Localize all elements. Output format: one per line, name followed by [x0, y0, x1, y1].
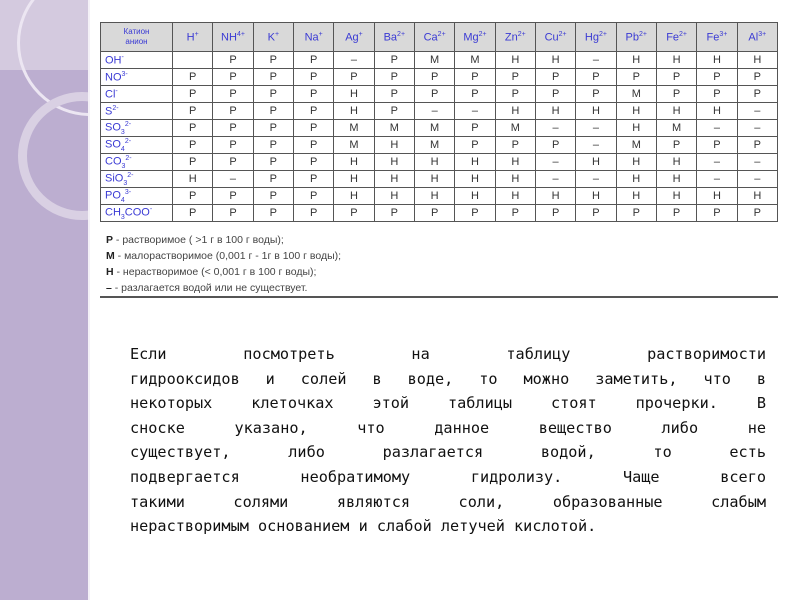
paragraph-line: сноске указано, что данное вещество либо не: [130, 418, 766, 437]
cation-symbol: Na: [304, 31, 319, 44]
cation-header: [455, 23, 495, 52]
solubility-cell: Р: [737, 205, 777, 222]
solubility-cell: Н: [616, 52, 656, 69]
paragraph-line: подвергается необратимому гидролизу. Чаще всего: [130, 467, 766, 486]
cation-symbol: Ag: [345, 31, 359, 44]
cation-header: [334, 23, 374, 52]
solubility-cell: Р: [213, 86, 253, 103]
anion-cell: [101, 120, 173, 137]
solubility-cell: Н: [334, 86, 374, 103]
table-row: [101, 86, 778, 103]
solubility-cell: –: [576, 52, 616, 69]
legend-item: [106, 264, 778, 280]
solubility-cell: М: [455, 52, 495, 69]
solubility-cell: Н: [334, 188, 374, 205]
solubility-cell: Н: [737, 52, 777, 69]
legend-item: [106, 280, 778, 296]
solubility-cell: Н: [334, 171, 374, 188]
solubility-cell: Р: [576, 69, 616, 86]
cation-charge: 2+: [437, 30, 446, 38]
solubility-cell: Р: [173, 69, 213, 86]
solubility-cell: Р: [656, 86, 696, 103]
solubility-cell: Р: [213, 52, 253, 69]
solubility-cell: –: [535, 171, 575, 188]
solubility-cell: Р: [253, 137, 293, 154]
anion-symbol: SO: [105, 121, 121, 134]
solubility-cell: Н: [576, 103, 616, 120]
cation-charge: 2+: [478, 30, 487, 38]
decorative-ring: [18, 92, 90, 220]
solubility-cell: Н: [374, 188, 414, 205]
solubility-cell: Р: [616, 205, 656, 222]
solubility-cell: Н: [455, 171, 495, 188]
solubility-cell: М: [616, 137, 656, 154]
solubility-cell: Р: [495, 205, 535, 222]
solubility-cell: М: [374, 120, 414, 137]
cation-charge: 3+: [758, 30, 767, 38]
solubility-cell: –: [737, 171, 777, 188]
cation-symbol: Zn: [504, 31, 518, 44]
anion-symbol: CH: [105, 206, 121, 219]
anion-charge: 2-: [124, 120, 132, 128]
anion-charge: 3-: [124, 188, 132, 196]
cation-symbol: Fe: [706, 31, 720, 44]
solubility-cell: Р: [173, 120, 213, 137]
paragraph-line: некоторых клеточках этой таблицы стоят прочерки. В: [130, 394, 766, 413]
table-row: [101, 69, 778, 86]
solubility-cell: –: [576, 171, 616, 188]
solubility-cell: Р: [293, 69, 333, 86]
solubility-cell: М: [495, 120, 535, 137]
solubility-cell: Р: [374, 52, 414, 69]
solubility-cell: Н: [656, 171, 696, 188]
legend-key: Н: [106, 266, 114, 278]
solubility-cell: Р: [656, 69, 696, 86]
solubility-cell: –: [737, 103, 777, 120]
solubility-cell: Н: [616, 120, 656, 137]
solubility-cell: Р: [495, 86, 535, 103]
anion-cell: [101, 86, 173, 103]
anion-charge: 2-: [124, 137, 132, 145]
anion-cell: [101, 69, 173, 86]
solubility-cell: Р: [414, 205, 454, 222]
solubility-cell: Р: [293, 103, 333, 120]
cation-symbol: Ba: [383, 31, 398, 44]
solubility-cell: Р: [253, 171, 293, 188]
solubility-cell: Н: [576, 154, 616, 171]
solubility-cell: Р: [293, 52, 333, 69]
solubility-cell: Р: [293, 188, 333, 205]
solubility-cell: Р: [374, 103, 414, 120]
solubility-cell: Р: [616, 69, 656, 86]
solubility-cell: Н: [535, 188, 575, 205]
solubility-cell: Р: [374, 205, 414, 222]
solubility-cell: Н: [616, 188, 656, 205]
solubility-cell: Р: [253, 86, 293, 103]
solubility-cell: Р: [253, 52, 293, 69]
solubility-cell: Р: [293, 86, 333, 103]
solubility-cell: М: [616, 86, 656, 103]
solubility-cell: Р: [173, 188, 213, 205]
solubility-cell: Р: [374, 86, 414, 103]
solubility-cell: Р: [697, 69, 737, 86]
cation-header: [414, 23, 454, 52]
cation-charge: 2+: [558, 30, 567, 38]
cation-header: [213, 23, 253, 52]
solubility-cell: Р: [535, 69, 575, 86]
solubility-cell: Н: [495, 103, 535, 120]
anion-cell: [101, 154, 173, 171]
table-row: [101, 188, 778, 205]
anion-subscript: 3: [123, 179, 128, 187]
cation-symbol: K: [267, 31, 275, 44]
cation-header: [616, 23, 656, 52]
cation-symbol: Fe: [666, 31, 680, 44]
solubility-cell: Н: [414, 171, 454, 188]
solubility-cell: Р: [697, 205, 737, 222]
paragraph-line: существует, либо разлагается водой, то есть: [130, 443, 766, 462]
solubility-cell: –: [697, 154, 737, 171]
solubility-cell: Н: [697, 103, 737, 120]
solubility-cell: Н: [495, 188, 535, 205]
cation-charge: +: [318, 30, 323, 38]
solubility-cell: Р: [293, 205, 333, 222]
legend-text: - разлагается водой или не существует.: [111, 282, 308, 294]
solubility-cell: Р: [213, 137, 253, 154]
decorative-sidebar: [0, 0, 90, 600]
solubility-cell: Р: [213, 103, 253, 120]
solubility-cell: Р: [213, 205, 253, 222]
anion-cell: [101, 52, 173, 69]
cation-symbol: Cu: [544, 31, 559, 44]
anion-charge: 2-: [112, 104, 119, 112]
legend-item: [106, 248, 778, 264]
solubility-cell: –: [697, 120, 737, 137]
solubility-cell: Р: [173, 205, 213, 222]
solubility-cell: Н: [656, 103, 696, 120]
solubility-cell: М: [414, 52, 454, 69]
solubility-cell: Н: [455, 154, 495, 171]
solubility-cell: Р: [173, 103, 213, 120]
cation-symbol: H: [186, 31, 195, 44]
solubility-cell: Р: [253, 69, 293, 86]
cation-symbol: Ca: [423, 31, 438, 44]
solubility-cell: М: [414, 137, 454, 154]
solubility-cell: Р: [293, 171, 333, 188]
solubility-cell: Р: [737, 86, 777, 103]
cation-header: [495, 23, 535, 52]
solubility-cell: –: [737, 120, 777, 137]
table-row: [101, 137, 778, 154]
solubility-cell: Р: [213, 120, 253, 137]
solubility-cell: Н: [374, 137, 414, 154]
solubility-cell: Н: [414, 154, 454, 171]
anion-charge: -: [121, 53, 124, 61]
solubility-cell: Р: [374, 69, 414, 86]
anion-cell: [101, 188, 173, 205]
anion-symbol: SiO: [105, 172, 124, 185]
cation-symbol: Al: [748, 31, 759, 44]
solubility-cell: Р: [213, 188, 253, 205]
table-row: [101, 171, 778, 188]
solubility-cell: Р: [576, 86, 616, 103]
anion-subscript: 4: [120, 145, 125, 153]
solubility-cell: Р: [253, 188, 293, 205]
table-row: [101, 154, 778, 171]
solubility-cell: М: [334, 120, 374, 137]
solubility-cell: –: [697, 171, 737, 188]
solubility-cell: Н: [656, 154, 696, 171]
solubility-cell: Р: [455, 120, 495, 137]
solubility-cell: Н: [455, 188, 495, 205]
cation-charge: 2+: [679, 30, 688, 38]
anion-symbol: NO: [105, 71, 122, 84]
solubility-cell: Н: [173, 171, 213, 188]
solubility-cell: Н: [697, 52, 737, 69]
anion-symbol-tail: COO: [124, 206, 150, 219]
solubility-cell: Р: [697, 137, 737, 154]
cation-charge: 3+: [719, 30, 728, 38]
cation-charge: 2+: [397, 30, 406, 38]
solubility-cell: Р: [455, 86, 495, 103]
solubility-cell: –: [535, 154, 575, 171]
solubility-cell: Н: [576, 188, 616, 205]
solubility-cell: Р: [495, 137, 535, 154]
solubility-cell: –: [455, 103, 495, 120]
paragraph-line: нерастворимым основанием и слабой летучей кислотой.: [130, 517, 597, 536]
solubility-cell: Р: [173, 86, 213, 103]
solubility-table: [100, 22, 778, 222]
anion-subscript: 3: [121, 162, 126, 170]
solubility-cell: Р: [656, 205, 696, 222]
anion-symbol: Cl: [105, 88, 116, 101]
cation-header: [576, 23, 616, 52]
solubility-cell: Р: [455, 69, 495, 86]
cation-charge: +: [274, 30, 280, 38]
legend-text: - малорастворимое (0,001 г - 1г в 100 г воды);: [114, 250, 342, 262]
anion-charge: -: [149, 205, 153, 213]
solubility-cell: Р: [293, 137, 333, 154]
solubility-cell: Н: [374, 154, 414, 171]
solubility-cell: Р: [495, 69, 535, 86]
solubility-cell: Н: [737, 188, 777, 205]
cation-charge: 2+: [517, 30, 526, 38]
solubility-cell: Н: [495, 154, 535, 171]
paragraph: [130, 342, 766, 539]
cation-charge: 4+: [236, 30, 245, 38]
legend-item: [106, 232, 778, 248]
anion-charge: 3-: [121, 70, 128, 78]
anion-cell: [101, 103, 173, 120]
cation-symbol: Mg: [463, 31, 479, 44]
solubility-cell: Н: [495, 171, 535, 188]
solubility-cell: Н: [697, 188, 737, 205]
solubility-cell: Н: [374, 171, 414, 188]
anion-symbol: SO: [105, 138, 121, 151]
solubility-cell: Р: [293, 154, 333, 171]
solubility-cell: Р: [334, 205, 374, 222]
cation-charge: 2+: [639, 30, 647, 38]
solubility-cell: Р: [293, 120, 333, 137]
solubility-cell: Р: [455, 137, 495, 154]
paragraph-line: такими солями являются соли, образованные слабым: [130, 492, 766, 511]
anion-symbol: OH: [105, 54, 122, 67]
anion-subscript: 3: [120, 213, 125, 221]
table-row: [101, 205, 778, 222]
solubility-cell: Р: [414, 69, 454, 86]
anion-charge: -: [115, 87, 118, 95]
table-row: [101, 103, 778, 120]
solubility-cell: –: [535, 120, 575, 137]
solubility-cell: Н: [616, 171, 656, 188]
anion-subscript: 3: [120, 128, 125, 136]
cation-header: [535, 23, 575, 52]
solubility-cell: Н: [334, 154, 374, 171]
anion-cell: [101, 171, 173, 188]
cation-charge: +: [194, 30, 199, 38]
solubility-cell: Р: [213, 69, 253, 86]
paragraph-line: Если посмотреть на таблицу растворимости: [130, 345, 766, 363]
table-row: [101, 120, 778, 137]
cation-charge: 2+: [598, 30, 607, 38]
solubility-cell: –: [213, 171, 253, 188]
solubility-cell: Р: [737, 137, 777, 154]
legend-key: Р: [106, 234, 114, 246]
solubility-cell: Н: [535, 103, 575, 120]
solubility-cell: Р: [535, 86, 575, 103]
solubility-cell: Р: [535, 205, 575, 222]
solubility-cell: Р: [253, 154, 293, 171]
legend-text: - растворимое ( >1 г в 100 г воды);: [113, 234, 284, 246]
solubility-cell: –: [737, 154, 777, 171]
paragraph-line: гидрооксидов и солей в воде, то можно заметить, что в: [130, 369, 766, 388]
solubility-cell: Н: [656, 52, 696, 69]
solubility-cell: М: [414, 120, 454, 137]
solubility-cell: Р: [414, 86, 454, 103]
table-row: [101, 52, 778, 69]
solubility-cell: Р: [455, 205, 495, 222]
solubility-cell: Н: [616, 103, 656, 120]
solubility-cell: Н: [616, 154, 656, 171]
legend-text: - нерастворимое (< 0,001 г в 100 г воды);: [113, 266, 317, 278]
solubility-cell: Р: [334, 69, 374, 86]
anion-cell: [101, 205, 173, 222]
legend-key: М: [106, 250, 115, 262]
solubility-cell: Р: [576, 205, 616, 222]
anion-cell: [101, 137, 173, 154]
solubility-cell: Р: [173, 154, 213, 171]
solubility-cell: Р: [253, 120, 293, 137]
anion-symbol: PO: [105, 189, 121, 202]
solubility-cell: –: [576, 120, 616, 137]
solubility-cell: Р: [656, 137, 696, 154]
cation-header: [173, 23, 213, 52]
anion-subscript: 4: [120, 196, 125, 204]
cation-charge: +: [358, 30, 363, 38]
solubility-cell: Р: [173, 137, 213, 154]
solubility-cell: Р: [253, 103, 293, 120]
solubility-cell: Н: [495, 52, 535, 69]
solubility-cell: –: [334, 52, 374, 69]
cation-header: [253, 23, 293, 52]
anion-charge: 2-: [127, 171, 134, 179]
header-row: [101, 23, 778, 52]
solubility-cell: М: [656, 120, 696, 137]
cation-symbol: Pb: [625, 31, 640, 44]
cation-symbol: NH: [221, 31, 237, 44]
solubility-cell: Р: [737, 69, 777, 86]
solubility-cell: Р: [535, 137, 575, 154]
corner-header: Катион анион: [101, 23, 173, 52]
cation-header: [737, 23, 777, 52]
legend: [100, 232, 778, 298]
solubility-cell: –: [576, 137, 616, 154]
solubility-cell: [173, 52, 213, 69]
solubility-cell: Н: [535, 52, 575, 69]
solubility-cell: Н: [334, 103, 374, 120]
solubility-cell: Р: [253, 205, 293, 222]
cation-symbol: Hg: [584, 31, 599, 44]
solubility-cell: Н: [656, 188, 696, 205]
anion-charge: 2-: [125, 154, 132, 162]
cation-header: [374, 23, 414, 52]
solubility-cell: –: [414, 103, 454, 120]
anion-symbol: S: [105, 105, 113, 118]
solubility-cell: Р: [213, 154, 253, 171]
cation-header: [656, 23, 696, 52]
legend-key: –: [106, 282, 112, 294]
solubility-cell: Р: [697, 86, 737, 103]
cation-header: [293, 23, 333, 52]
anion-symbol: CO: [105, 155, 122, 168]
solubility-cell: М: [334, 137, 374, 154]
solubility-cell: Н: [414, 188, 454, 205]
cation-header: [697, 23, 737, 52]
